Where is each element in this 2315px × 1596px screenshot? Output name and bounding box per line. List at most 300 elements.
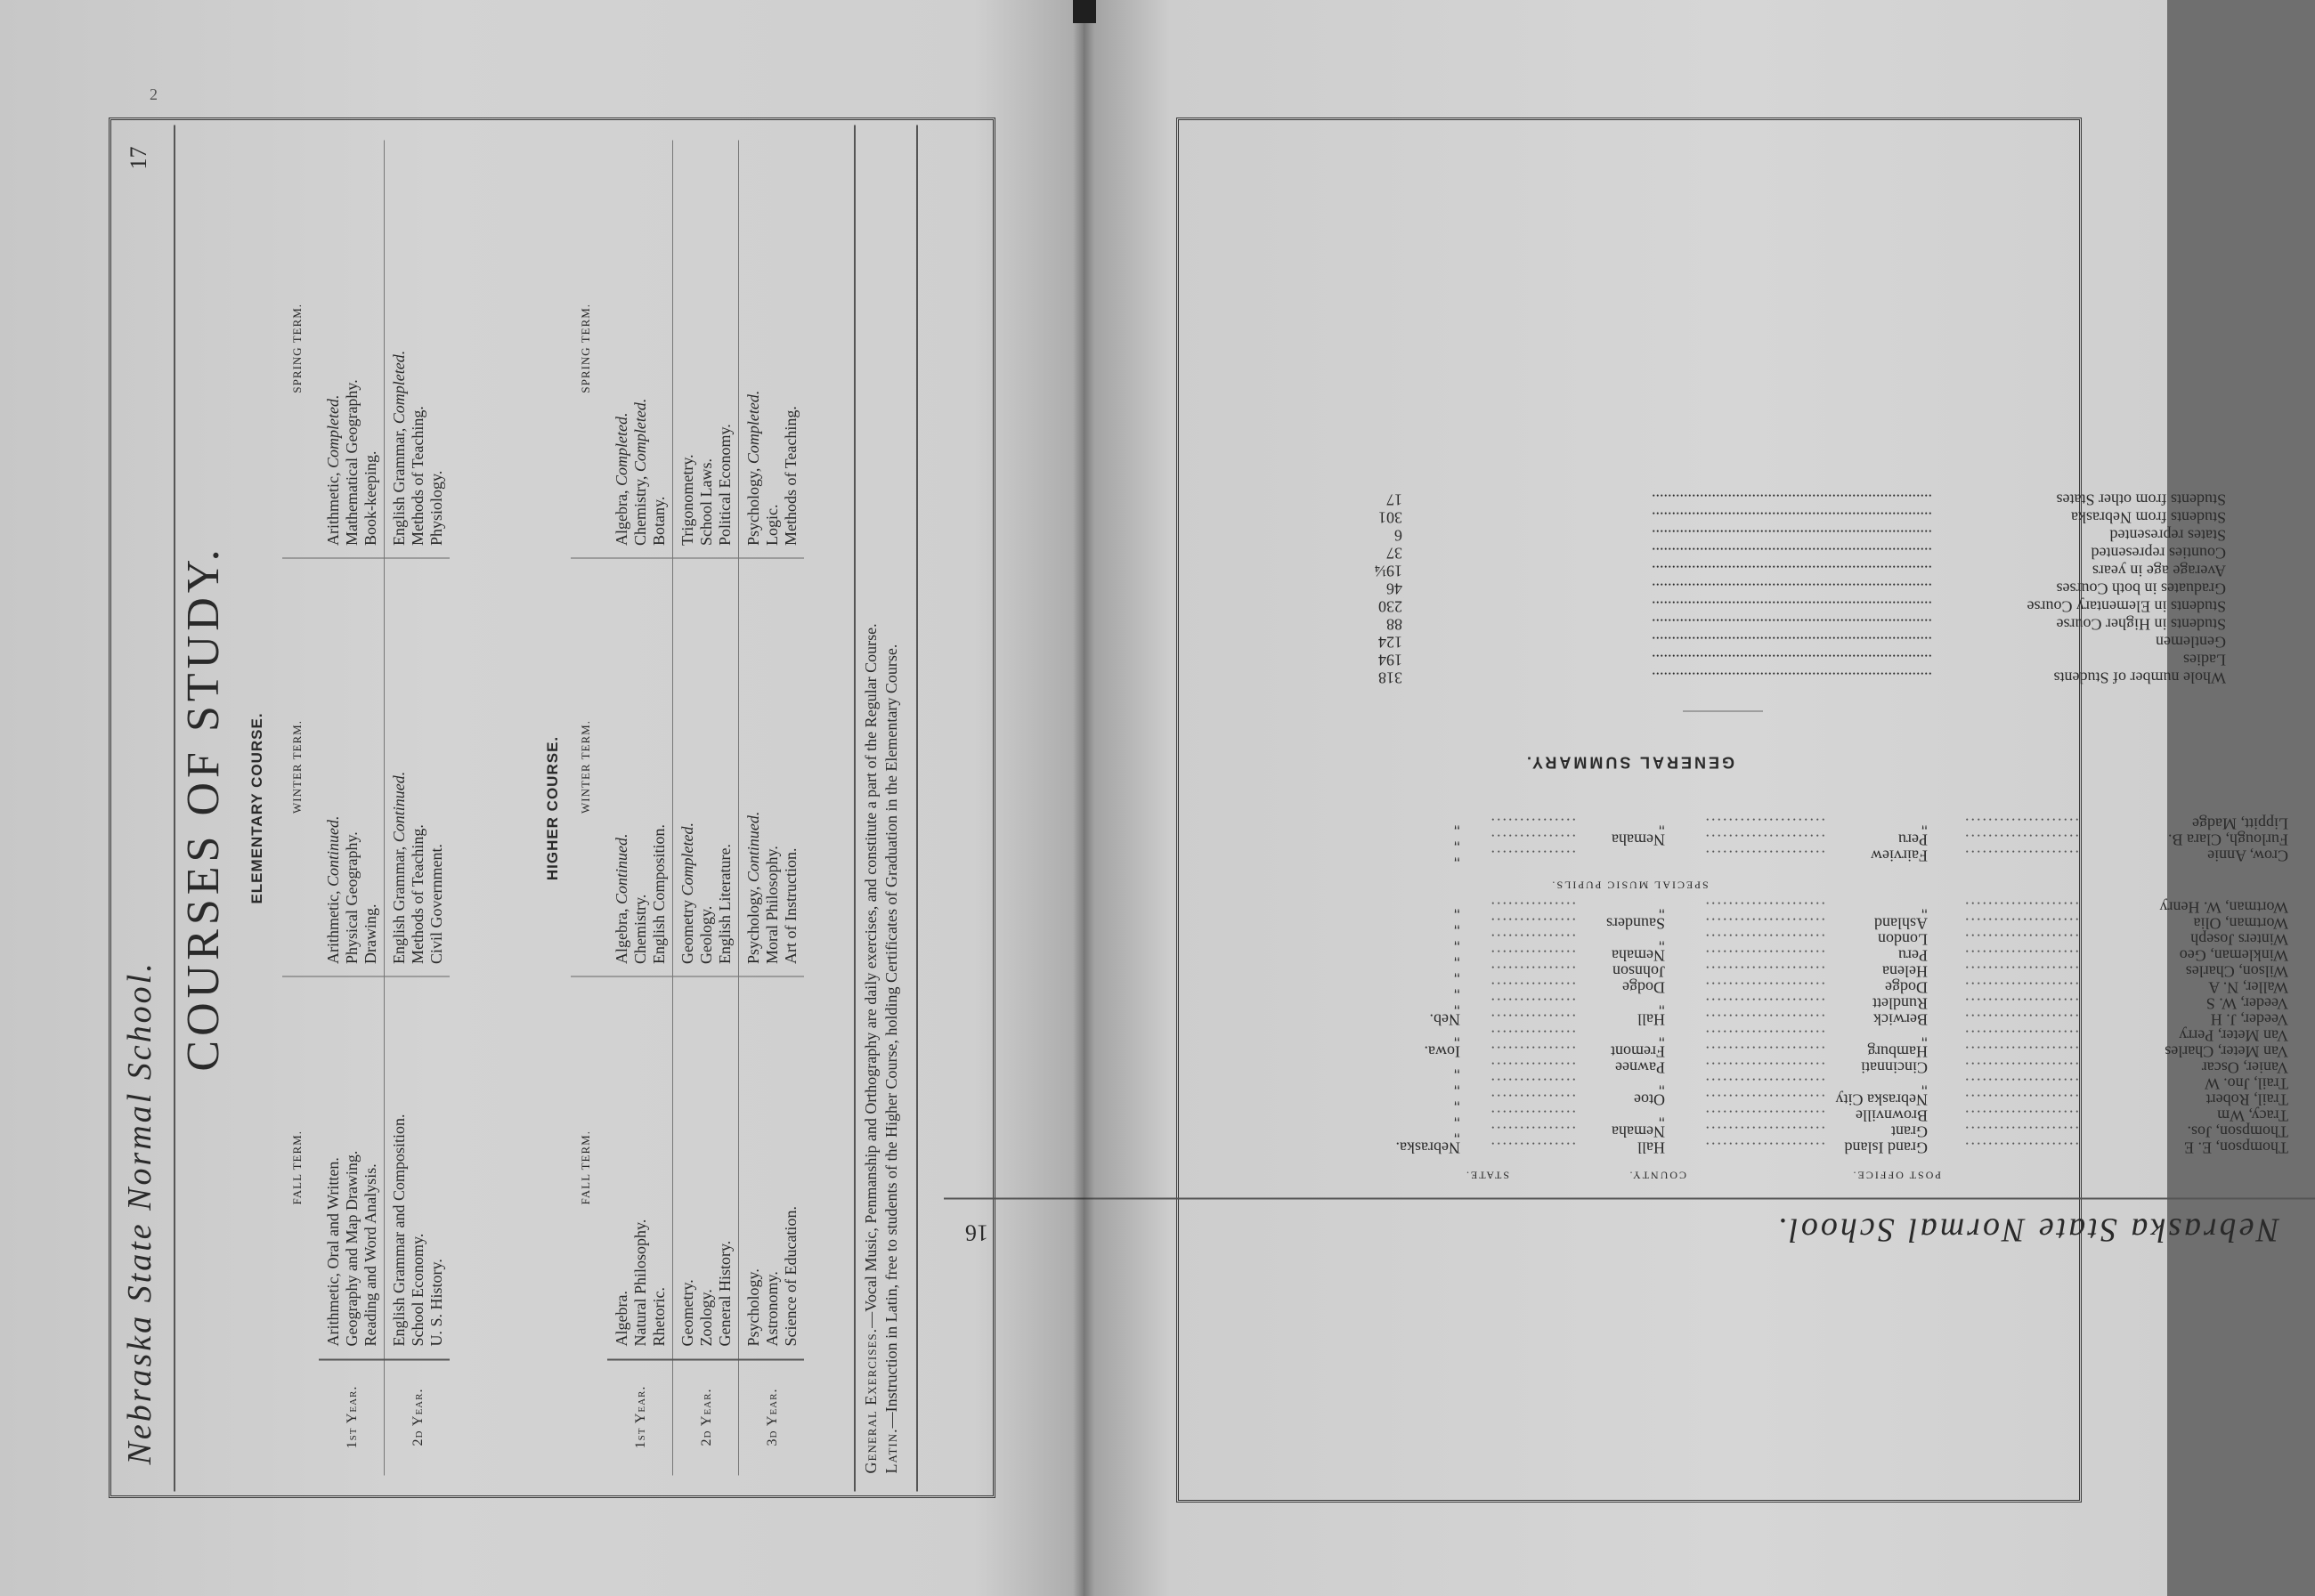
post-office: Peru <box>1897 946 1928 965</box>
student-name: Thompson, Jos. <box>2186 1122 2288 1141</box>
corner-pencil-mark: 2 <box>150 85 158 103</box>
student-row <box>971 1059 2288 1077</box>
post-office: Peru <box>1897 830 1928 849</box>
subject: Arithmetic, Oral and Written. <box>324 1156 342 1346</box>
subject: Geography and Map Drawing. <box>343 1150 361 1346</box>
leader-dots: ............... <box>1489 1090 1576 1109</box>
leader-dots: ...................................................................... <box>1651 508 1932 527</box>
leader-dots: .................... <box>1962 914 2079 933</box>
state: " <box>1453 1026 1460 1045</box>
column-header-post-office: POST OFFICE. <box>1851 1169 1941 1182</box>
leader-dots: .................... <box>1962 994 2079 1013</box>
leader-dots: ..................... <box>1703 994 1825 1013</box>
state: Neb. <box>1429 1010 1460 1029</box>
student-row <box>971 1075 2288 1093</box>
spring-term-cell <box>319 140 385 558</box>
status-word: Continued. <box>744 811 762 882</box>
post-office: Helena <box>1881 962 1928 981</box>
term-header: WINTER TERM. <box>282 558 319 976</box>
special-pupil-row <box>971 847 2288 865</box>
state: " <box>1453 1106 1460 1125</box>
status-word: Completed. <box>613 412 630 486</box>
summary-label: Gentlemen <box>2155 633 2226 652</box>
county: Johnson <box>1612 962 1665 981</box>
higher-heading: HIGHER COURSE. <box>544 735 561 880</box>
subject: Drawing. <box>361 903 379 964</box>
subject: English Grammar, Completed. <box>390 350 408 546</box>
state: " <box>1453 978 1460 997</box>
column-header-county: COUNTY. <box>1628 1169 1686 1182</box>
subject: General History. <box>716 1240 734 1346</box>
book-gutter <box>1073 0 1094 1596</box>
student-name: Wilson, Charles <box>2185 962 2288 981</box>
subject: Algebra. <box>613 1290 630 1346</box>
summary-value: 194 <box>1377 651 1402 669</box>
course-notes <box>861 147 902 1473</box>
left-page <box>0 0 1084 1596</box>
summary-row <box>962 580 2226 598</box>
summary-value: 17 <box>1385 490 1402 509</box>
leader-dots: ............... <box>1489 1026 1576 1045</box>
student-row <box>971 931 2288 949</box>
leader-dots: ..................... <box>1703 1138 1825 1157</box>
state: " <box>1453 1074 1460 1093</box>
leader-dots: ...................................................................... <box>1651 597 1932 616</box>
term-header: FALL TERM. <box>571 976 607 1359</box>
course-row <box>739 140 805 1475</box>
leader-dots: ...................................................................... <box>1651 526 1932 545</box>
subject: Political Economy. <box>716 423 734 546</box>
summary-label: Students in Elementary Course <box>2027 597 2226 616</box>
subject: Psychology, Completed. <box>744 390 762 546</box>
courses-of-study-content <box>115 125 989 1491</box>
leader-dots: .................... <box>1962 1042 2079 1061</box>
summary-row <box>962 509 2226 527</box>
subject: Art of Instruction. <box>782 847 800 964</box>
leader-dots: .................... <box>1962 1106 2079 1125</box>
county: Otoe <box>1633 1090 1665 1109</box>
subject: Book-keeping. <box>361 450 379 546</box>
post-office: Cincinnati <box>1860 1058 1928 1077</box>
subject: Algebra, Completed. <box>613 412 630 546</box>
page-number: 16 <box>964 1219 988 1246</box>
summary-value: 46 <box>1385 579 1402 598</box>
leader-dots: ............... <box>1489 847 1576 865</box>
fall-term-cell <box>319 976 385 1359</box>
state: " <box>1453 830 1460 849</box>
status-word: Completed. <box>390 350 408 424</box>
subject: Mathematical Geography. <box>343 378 361 546</box>
state: " <box>1453 914 1460 933</box>
higher-course-table <box>571 140 804 1475</box>
left-page-frame <box>109 117 995 1498</box>
summary-value: 6 <box>1393 526 1402 545</box>
summary-value: 37 <box>1385 544 1402 563</box>
county: " <box>1658 898 1665 917</box>
leader-dots: .................... <box>1962 946 2079 965</box>
summary-label: Students in Higher Course <box>2056 615 2226 634</box>
post-office: London <box>1877 930 1928 949</box>
county: " <box>1658 1026 1665 1045</box>
leader-dots: ............... <box>1489 898 1576 917</box>
status-word: Continued. <box>390 771 408 842</box>
leader-dots: .................... <box>1962 962 2079 981</box>
post-office: Hamburg <box>1866 1042 1928 1061</box>
leader-dots: ............... <box>1489 914 1576 933</box>
year-label <box>739 1359 805 1475</box>
student-name: Vanier, Oscar <box>2201 1058 2288 1077</box>
term-header-row <box>282 140 319 1475</box>
summary-value: 318 <box>1377 668 1402 687</box>
leader-dots: ..................... <box>1703 1010 1825 1029</box>
winter-term-cell <box>739 558 805 976</box>
student-row <box>971 1043 2288 1061</box>
leader-dots: ............... <box>1489 930 1576 949</box>
post-office: Nebraska City <box>1835 1090 1928 1109</box>
winter-term-cell <box>607 558 673 976</box>
spring-term-cell <box>673 140 739 558</box>
student-row <box>971 915 2288 933</box>
subject: School Economy. <box>409 1233 426 1346</box>
summary-row <box>962 669 2226 687</box>
leader-dots: ............... <box>1489 1106 1576 1125</box>
leader-dots: ..................... <box>1703 978 1825 997</box>
winter-term-cell <box>673 558 739 976</box>
winter-term-cell <box>319 558 385 976</box>
summary-value: 301 <box>1377 508 1402 527</box>
subject: English Grammar and Composition. <box>390 1114 408 1346</box>
leader-dots: ..................... <box>1703 1106 1825 1125</box>
state: Nebraska. <box>1395 1138 1460 1157</box>
student-row <box>971 899 2288 917</box>
summary-row <box>962 527 2226 545</box>
fall-term-cell <box>673 976 739 1359</box>
leader-dots: ............... <box>1489 994 1576 1013</box>
leader-dots: ............... <box>1489 962 1576 981</box>
leader-dots: ..................... <box>1703 1058 1825 1077</box>
leader-dots: ..................... <box>1703 1042 1825 1061</box>
county: Nemaha <box>1611 830 1665 849</box>
county: Hall <box>1637 1010 1665 1029</box>
post-office: Ashland <box>1873 914 1928 933</box>
leader-dots: ..................... <box>1703 1122 1825 1141</box>
subject: Algebra, Continued. <box>613 833 630 964</box>
special-pupil-row <box>971 815 2288 833</box>
scan-corner-mark <box>1073 0 1096 23</box>
county: Pawnee <box>1614 1058 1665 1077</box>
post-office: Rundlett <box>1872 994 1928 1013</box>
subject: Arithmetic, Continued. <box>324 815 342 964</box>
general-summary-heading: GENERAL SUMMARY. <box>1523 753 1734 772</box>
summary-row <box>962 652 2226 669</box>
state: " <box>1453 847 1460 865</box>
subject: Science of Education. <box>782 1205 800 1346</box>
state: " <box>1453 1090 1460 1109</box>
post-office: Grant <box>1890 1122 1928 1141</box>
student-name: Thompson, E. E <box>2183 1138 2288 1157</box>
leader-dots: ..................... <box>1703 830 1825 849</box>
year-header <box>282 1359 319 1475</box>
year-text: 3d Year. <box>765 1388 780 1446</box>
county: " <box>1658 930 1665 949</box>
student-row <box>971 1139 2288 1157</box>
page-title: COURSES OF STUDY. <box>178 544 229 1072</box>
summary-value: 19¼ <box>1374 562 1402 580</box>
county: Fremont <box>1610 1042 1665 1061</box>
leader-dots: .................... <box>1962 814 2079 833</box>
leader-dots: .................... <box>1962 1090 2079 1109</box>
term-header: FALL TERM. <box>282 976 319 1359</box>
year-label <box>607 1359 673 1475</box>
county: " <box>1658 1106 1665 1125</box>
post-office: " <box>1921 814 1928 833</box>
page-number: 17 <box>126 146 151 169</box>
fall-term-cell <box>607 976 673 1359</box>
year-header <box>571 1359 607 1475</box>
post-office: Fairview <box>1870 847 1928 865</box>
summary-label: Ladies <box>2182 651 2226 669</box>
summary-row <box>962 545 2226 563</box>
fall-term-cell <box>739 976 805 1359</box>
summary-label: Counties represented <box>2091 544 2226 563</box>
leader-dots: ............... <box>1489 830 1576 849</box>
subject: Methods of Teaching. <box>409 405 426 546</box>
special-music-heading: SPECIAL MUSIC PUPILS. <box>1549 879 1709 892</box>
student-row <box>971 979 2288 997</box>
student-name: Trail, Jno. W <box>2204 1074 2288 1093</box>
year-label <box>673 1359 739 1475</box>
course-row <box>673 140 739 1475</box>
subject: U. S. History. <box>427 1258 445 1346</box>
subject: Geology. <box>697 905 715 964</box>
leader-dots: ............... <box>1489 1058 1576 1077</box>
short-rule <box>1683 711 1763 712</box>
county: Hall <box>1637 1138 1665 1157</box>
subject: Trigonometry. <box>678 453 696 546</box>
student-row <box>971 963 2288 981</box>
subject: Astronomy. <box>763 1270 781 1346</box>
student-name: Veeder, W. S <box>2205 994 2288 1013</box>
leader-dots: ...................................................................... <box>1651 579 1932 598</box>
latin-note: Latin.—Instruction in Latin, free to students of the Higher Course, holding Certificates of Graduation in the Elementary Course. <box>882 644 900 1473</box>
leader-dots: .................... <box>1962 978 2079 997</box>
post-office: Dodge <box>1884 978 1928 997</box>
post-office: Brownville <box>1855 1106 1928 1125</box>
student-row <box>971 995 2288 1013</box>
student-name: Veeder, J. H <box>2210 1010 2288 1029</box>
state: " <box>1453 962 1460 981</box>
leader-dots: ...................................................................... <box>1651 633 1932 652</box>
leader-dots: ............... <box>1489 1138 1576 1157</box>
leader-dots: .................... <box>1962 830 2079 849</box>
year-text: 1st Year. <box>345 1385 360 1448</box>
status-word: Completed. <box>744 390 762 464</box>
course-row <box>385 140 451 1475</box>
leader-dots: .................... <box>1962 1026 2079 1045</box>
leader-dots: ...................................................................... <box>1651 651 1932 669</box>
status-word: Completed. <box>324 394 342 468</box>
leader-dots: .................... <box>1962 1122 2079 1141</box>
term-header: WINTER TERM. <box>571 558 607 976</box>
county: " <box>1658 994 1665 1013</box>
year-label <box>385 1359 451 1475</box>
county: Nemaha <box>1611 946 1665 965</box>
leader-dots: .................... <box>1962 1138 2079 1157</box>
winter-term-cell <box>385 558 451 976</box>
student-name: Tracy, Wm <box>2216 1106 2288 1125</box>
post-office: Grand Island <box>1844 1138 1928 1157</box>
student-name: Winkleman, Geo <box>2179 946 2288 965</box>
subject: Geometry. <box>678 1278 696 1346</box>
subject: Physiology. <box>427 470 445 546</box>
course-row <box>319 140 385 1475</box>
summary-label: States represented <box>2109 526 2226 545</box>
leader-dots: ..................... <box>1703 946 1825 965</box>
subject: Botany. <box>650 496 668 546</box>
subject: Psychology, Continued. <box>744 811 762 964</box>
subject: English Composition. <box>650 823 668 964</box>
subject: Methods of Teaching. <box>782 405 800 546</box>
county: Dodge <box>1621 978 1665 997</box>
leader-dots: ...................................................................... <box>1651 562 1932 580</box>
summary-row <box>962 491 2226 509</box>
state: " <box>1453 898 1460 917</box>
student-row <box>971 947 2288 965</box>
summary-label: Students from Nebraska <box>2070 508 2226 527</box>
state: " <box>1453 1058 1460 1077</box>
leader-dots: ..................... <box>1703 962 1825 981</box>
subject: Moral Philosophy. <box>763 845 781 964</box>
leader-dots: ............... <box>1489 1122 1576 1141</box>
leader-dots: ...................................................................... <box>1651 668 1932 687</box>
student-name: Wortman, Olia <box>2192 914 2288 933</box>
leader-dots: .................... <box>1962 847 2079 865</box>
post-office: " <box>1921 1074 1928 1093</box>
elementary-heading: ELEMENTARY COURSE. <box>248 711 265 904</box>
subject: English Grammar, Continued. <box>390 771 408 964</box>
running-head: Nebraska State Normal School. <box>121 960 158 1464</box>
subject: Psychology. <box>744 1268 762 1346</box>
post-office: Berwick <box>1872 1010 1928 1029</box>
subject: Zoology. <box>697 1288 715 1346</box>
spring-term-cell <box>607 140 673 558</box>
student-row <box>971 1091 2288 1109</box>
summary-value: 88 <box>1385 615 1402 634</box>
status-word: Completed. <box>678 822 696 896</box>
leader-dots: ............... <box>1489 946 1576 965</box>
leader-dots: ............... <box>1489 1042 1576 1061</box>
leader-dots: ...................................................................... <box>1651 544 1932 563</box>
state: " <box>1453 1122 1460 1141</box>
right-page <box>964 0 2288 1596</box>
state: Iowa. <box>1424 1042 1460 1061</box>
student-row <box>971 1123 2288 1141</box>
summary-row <box>962 563 2226 580</box>
year-text: 2d Year. <box>410 1388 426 1446</box>
rule <box>854 125 856 1491</box>
state: " <box>1453 814 1460 833</box>
spring-term-cell <box>385 140 451 558</box>
leader-dots: ..................... <box>1703 1074 1825 1093</box>
leader-dots: .................... <box>1962 898 2079 917</box>
subject: Physical Geography. <box>343 830 361 964</box>
state: " <box>1453 930 1460 949</box>
status-word: Continued. <box>324 815 342 887</box>
subject: Natural Philosophy. <box>631 1219 649 1346</box>
summary-row <box>962 634 2226 652</box>
summary-label: Whole number of Students <box>2053 668 2226 687</box>
student-row <box>971 1027 2288 1045</box>
student-name: Wortman, W. Henry <box>2158 898 2288 917</box>
leader-dots: ...................................................................... <box>1651 490 1932 509</box>
leader-dots: ...................................................................... <box>1651 615 1932 634</box>
summary-value: 124 <box>1377 633 1402 652</box>
post-office: " <box>1921 898 1928 917</box>
students-summary-content <box>944 364 2315 1257</box>
subject: Arithmetic, Completed. <box>324 394 342 546</box>
student-row <box>971 1011 2288 1029</box>
subject: School Laws. <box>697 458 715 546</box>
summary-label: Average age in years <box>2092 562 2226 580</box>
leader-dots: .................... <box>1962 930 2079 949</box>
summary-label: Graduates in both Courses <box>2056 579 2226 598</box>
year-text: 1st Year. <box>633 1385 648 1448</box>
leader-dots: .................... <box>1962 1010 2079 1029</box>
county: Nemaha <box>1611 1122 1665 1141</box>
summary-value: 230 <box>1377 597 1402 616</box>
leader-dots: ..................... <box>1703 930 1825 949</box>
student-name: Furlough, Clara B. <box>2167 830 2288 849</box>
leader-dots: ..................... <box>1703 1026 1825 1045</box>
subject: Rhetoric. <box>650 1286 668 1346</box>
spring-term-cell <box>739 140 805 558</box>
rule <box>916 125 918 1491</box>
leader-dots: ............... <box>1489 1010 1576 1029</box>
state: " <box>1453 946 1460 965</box>
running-head: Nebraska State Normal School. <box>1775 1211 2279 1249</box>
year-label <box>319 1359 385 1475</box>
student-name: Crow, Annie <box>2206 847 2288 865</box>
leader-dots: .................... <box>1962 1058 2079 1077</box>
student-row <box>971 1107 2288 1125</box>
county: " <box>1658 1074 1665 1093</box>
leader-dots: ............... <box>1489 1074 1576 1093</box>
column-header-state: STATE. <box>1464 1169 1509 1182</box>
course-row <box>607 140 673 1475</box>
subject: Civil Government. <box>427 843 445 964</box>
summary-row <box>962 616 2226 634</box>
status-word: Continued. <box>613 833 630 904</box>
leader-dots: ............... <box>1489 814 1576 833</box>
summary-row <box>962 598 2226 616</box>
leader-dots: ..................... <box>1703 847 1825 865</box>
status-word: Completed. <box>631 398 649 472</box>
student-name: Lippitt, Madge <box>2191 814 2288 833</box>
leader-dots: ..................... <box>1703 898 1825 917</box>
subject: Geometry Completed. <box>678 822 696 964</box>
leader-dots: ..................... <box>1703 1090 1825 1109</box>
student-name: Waller, N. A <box>2207 978 2288 997</box>
leader-dots: ..................... <box>1703 814 1825 833</box>
subject: English Literature. <box>716 843 734 964</box>
elementary-course-table <box>282 140 450 1475</box>
subject: Reading and Word Analysis. <box>361 1163 379 1346</box>
term-header: SPRING TERM. <box>290 303 304 393</box>
state: " <box>1453 994 1460 1013</box>
subject: Chemistry, Completed. <box>631 398 649 546</box>
rule <box>174 125 175 1491</box>
summary-label: Students from other States <box>2056 490 2226 509</box>
